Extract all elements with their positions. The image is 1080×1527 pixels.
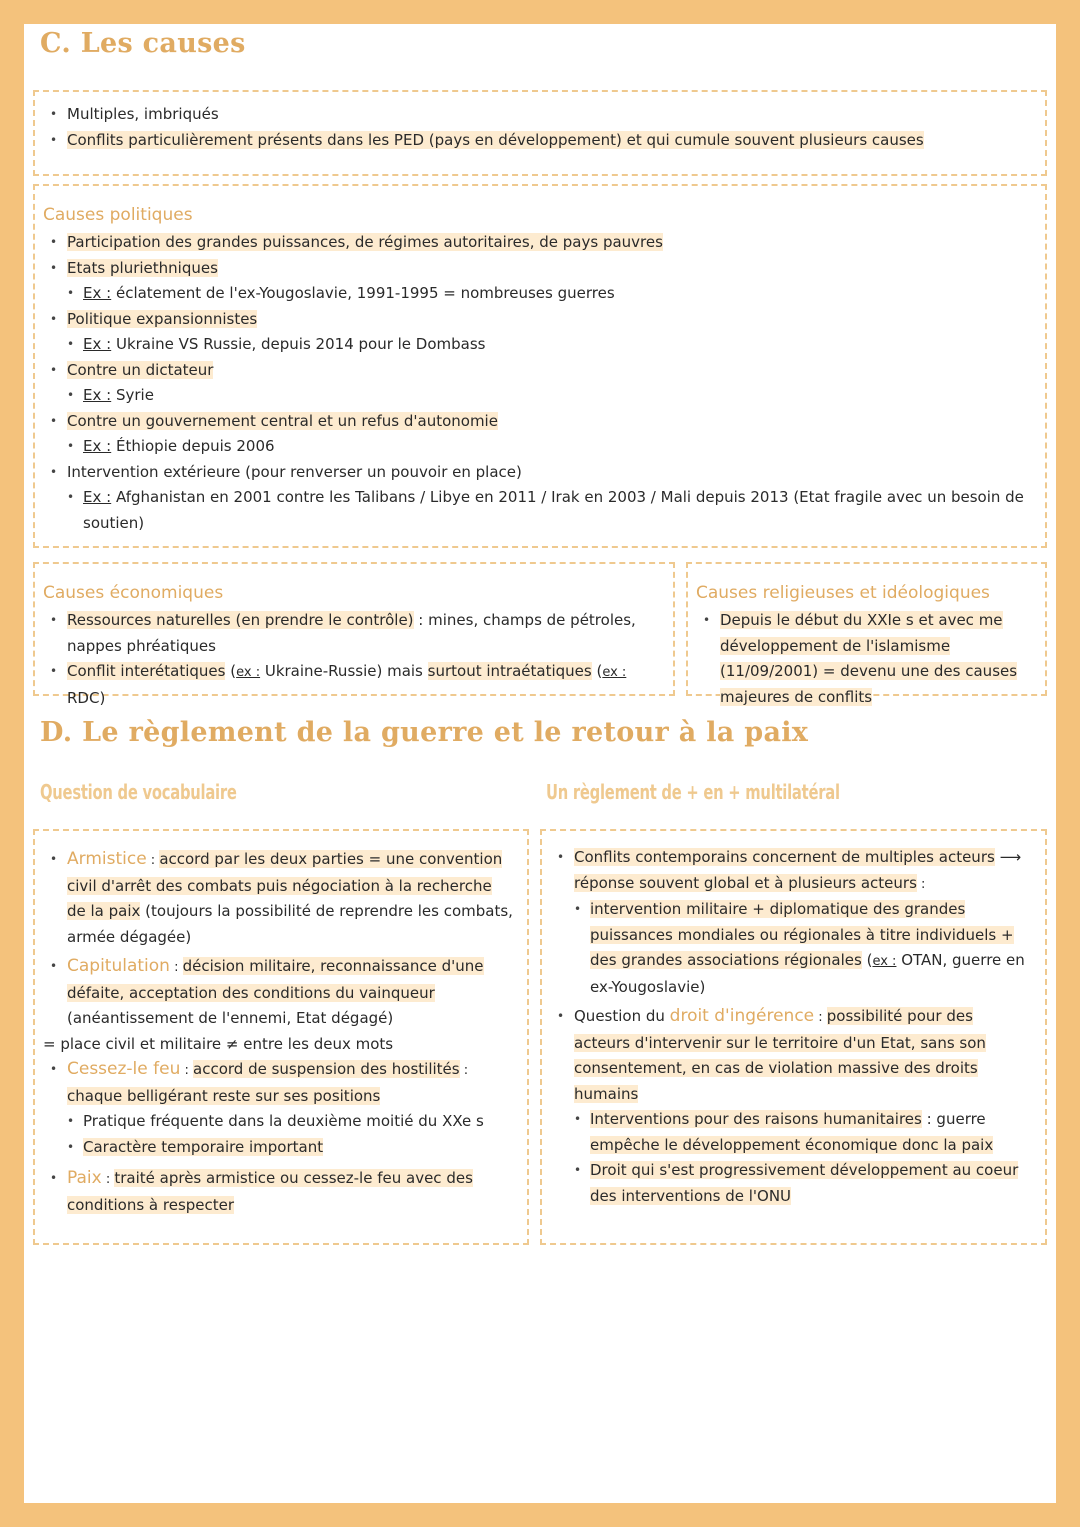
list-item bbox=[43, 1135, 513, 1161]
list-item bbox=[43, 230, 1037, 256]
compare-note: = place civil et militaire ≠ entre les deux mots bbox=[43, 1034, 394, 1053]
reglement-text: : bbox=[814, 1010, 827, 1025]
reglement-text: + des bbox=[590, 925, 1014, 969]
reglement-text: possibilité pour des acteurs d'intervenir sur le territoire d'un Etat, sans son consentement, en cas de violation massive des droits humains bbox=[574, 1007, 986, 1103]
list-item bbox=[43, 128, 1037, 154]
armistice-term: Armistice bbox=[67, 849, 147, 869]
list-item bbox=[43, 485, 1037, 536]
politiques-item: Participation des grandes puissances, de régimes autoritaires, de pays pauvres bbox=[67, 233, 663, 251]
politiques-item: Intervention extérieure (pour renverser un pouvoir en place) bbox=[67, 462, 522, 481]
example-label: ex : bbox=[872, 954, 897, 969]
intro-item-1: Multiples, imbriqués bbox=[67, 105, 219, 123]
list-item bbox=[550, 1004, 1033, 1107]
cessez-sub: Pratique fréquente dans la deuxième moitié du XXe s bbox=[83, 1112, 484, 1130]
causes-economiques-box bbox=[33, 562, 675, 707]
list-item bbox=[43, 659, 665, 711]
causes-economiques-title: Causes économiques bbox=[43, 583, 224, 603]
reglement-text: Conflits contemporains concernent de multiples acteurs bbox=[574, 848, 995, 866]
politiques-item: Contre un gouvernement central et un refus d'autonomie bbox=[67, 411, 498, 430]
list-item bbox=[43, 307, 1037, 333]
cessez-def: accord de suspension des hostilités bbox=[193, 1060, 460, 1078]
reglement-text: Interventions pour des raisons humanitaires bbox=[590, 1110, 922, 1128]
list-item bbox=[550, 1158, 1033, 1209]
list-item bbox=[43, 102, 1037, 128]
economiques-text: surtout intraétatiques bbox=[427, 662, 592, 680]
economiques-text: Conflit interétatiques bbox=[67, 662, 226, 680]
economiques-text: ( bbox=[225, 662, 237, 680]
example-text: Ukraine VS Russie, depuis 2014 pour le Dombass bbox=[115, 335, 486, 353]
armistice-note: (toujours la possibilité de reprendre les combats, armée dégagée) bbox=[67, 902, 513, 946]
politiques-item: Politique expansionnistes bbox=[67, 309, 258, 328]
politiques-item: Contre un dictateur bbox=[67, 360, 214, 379]
list-item: • Armistice : accord par les deux parties = une convention civil d'arrêt des combats puis négociation à la recherche de la paix (toujours la possibilité de reprendre les combats, armée dégagée) bbox=[43, 847, 513, 950]
list-item: • Capitulation : décision militaire, reconnaissance d'une défaite, acceptation des conditions du vainqueur (anéantissement de l'ennemi, Etat dégagé) bbox=[43, 954, 513, 1032]
capitulation-def: décision militaire, reconnaissance d'une défaite, acceptation des conditions du vainqueur bbox=[67, 957, 484, 1002]
reglement-text: réponse souvent global et à plusieurs acteurs bbox=[574, 873, 917, 892]
example-label: ex : bbox=[236, 665, 261, 680]
list-item bbox=[43, 608, 665, 659]
causes-politiques-title: Causes politiques bbox=[43, 205, 193, 225]
list-item bbox=[43, 383, 1037, 409]
reglement-text: ( bbox=[861, 951, 873, 969]
reglement-text: grandes puissances mondiales ou régionales à titre individuels bbox=[590, 900, 997, 944]
economiques-text: : mines, champs de pétroles, nappes phréatiques bbox=[67, 611, 636, 655]
economiques-text: RDC) bbox=[67, 688, 106, 707]
list-item bbox=[550, 897, 1033, 1000]
reglement-text: Question du bbox=[574, 1007, 670, 1025]
reglement-text: : bbox=[916, 876, 926, 892]
list-item bbox=[43, 1032, 513, 1058]
cessez-sub: Caractère temporaire important bbox=[83, 1137, 324, 1156]
list-item: • Paix : traité après armistice ou cessez-le feu avec des conditions à respecter bbox=[43, 1166, 513, 1218]
example-label: Ex : bbox=[83, 284, 112, 302]
example-label: Ex : bbox=[83, 386, 112, 404]
causes-intro-box bbox=[33, 90, 1047, 176]
list-item bbox=[43, 460, 1037, 486]
religieuses-text: Depuis le début du XXIe s et avec me développement de l'islamisme (11/09/2001) = devenu une des causes majeures de conflits bbox=[720, 611, 1018, 706]
list-item bbox=[43, 1109, 513, 1135]
section-c-title: C. Les causes bbox=[40, 28, 246, 59]
list-item bbox=[43, 281, 1037, 307]
example-text: Afghanistan en 2001 contre les Talibans / Libye en 2011 / Irak en 2003 / Mali depuis 2013 (Etat fragile avec un besoin de soutien) bbox=[83, 488, 1024, 532]
example-text: Syrie bbox=[115, 386, 154, 404]
list-item bbox=[43, 409, 1037, 435]
arrow-icon: ⟶ bbox=[994, 848, 1022, 866]
paix-term: Paix bbox=[67, 1168, 102, 1188]
ingerence-term: droit d'ingérence bbox=[669, 1006, 815, 1026]
economiques-text: ( bbox=[591, 662, 603, 680]
vocab-heading: Question de vocabulaire bbox=[40, 780, 237, 804]
vocab-box bbox=[33, 829, 529, 1245]
page-sheet bbox=[24, 24, 1056, 1503]
list-item bbox=[550, 1107, 1033, 1158]
reglement-text: grandes associations régionales bbox=[621, 951, 862, 969]
list-item bbox=[43, 434, 1037, 460]
reglement-heading: Un règlement de + en + multilatéral bbox=[546, 780, 840, 804]
list-item: • Cessez-le feu : accord de suspension des hostilités : chaque belligérant reste sur ses positions bbox=[43, 1057, 513, 1109]
example-label: Ex : bbox=[83, 335, 112, 353]
reglement-text: OTAN, guerre en ex-Yougoslavie) bbox=[590, 951, 1025, 996]
reglement-box bbox=[540, 829, 1047, 1245]
armistice-def: accord par les deux parties = une convention civil d'arrêt des combats puis négociation à la recherche de la paix bbox=[67, 850, 503, 920]
example-text: Éthiopie depuis 2006 bbox=[115, 437, 275, 455]
list-item bbox=[43, 256, 1037, 282]
cessez-def-2: chaque belligérant reste sur ses positions bbox=[67, 1086, 381, 1105]
list-item bbox=[550, 845, 1033, 897]
paix-def: traité après armistice ou cessez-le feu avec des conditions à respecter bbox=[67, 1169, 473, 1214]
capitulation-term: Capitulation bbox=[67, 956, 170, 976]
economiques-text: Ukraine-Russie) mais bbox=[260, 662, 428, 680]
causes-religieuses-box bbox=[686, 562, 1047, 706]
reglement-text: intervention militaire + diplomatique des bbox=[590, 900, 905, 918]
causes-religieuses-title: Causes religieuses et idéologiques bbox=[696, 583, 990, 603]
example-text: éclatement de l'ex-Yougoslavie, 1991-1995 = nombreuses guerres bbox=[115, 284, 615, 302]
politiques-item: Etats pluriethniques bbox=[67, 258, 218, 277]
list-item bbox=[43, 332, 1037, 358]
causes-politiques-box bbox=[33, 184, 1047, 548]
reglement-text: empêche le développement économique donc la paix bbox=[590, 1135, 994, 1154]
reglement-text: : guerre bbox=[921, 1110, 986, 1128]
economiques-text: Ressources naturelles (en prendre le contrôle) bbox=[67, 611, 414, 629]
example-label: Ex : bbox=[83, 437, 112, 455]
list-item bbox=[696, 608, 1037, 710]
reglement-text: Droit qui s'est progressivement développement au coeur des interventions de l'ONU bbox=[590, 1161, 1019, 1205]
cessez-term: Cessez-le feu bbox=[67, 1059, 181, 1079]
list-item bbox=[43, 358, 1037, 384]
section-d-title: D. Le règlement de la guerre et le retour à la paix bbox=[40, 717, 809, 748]
example-label: ex : bbox=[602, 665, 627, 680]
example-label: Ex : bbox=[83, 488, 112, 506]
capitulation-note: (anéantissement de l'ennemi, Etat dégagé) bbox=[67, 1009, 394, 1027]
intro-item-2: Conflits particulièrement présents dans les PED (pays en développement) et qui cumule souvent plusieurs causes bbox=[67, 130, 924, 149]
